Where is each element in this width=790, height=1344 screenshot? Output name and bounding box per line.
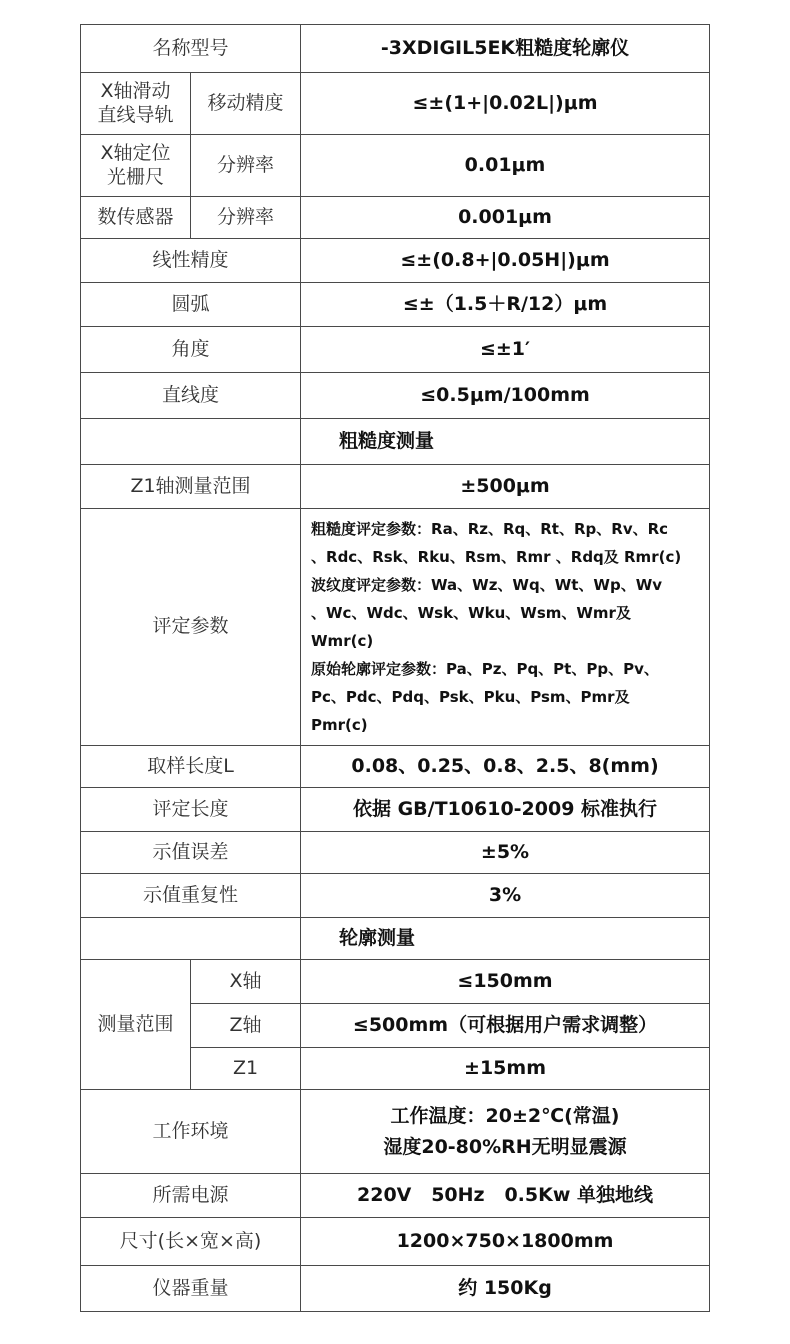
model-label: 名称型号 — [81, 25, 301, 73]
table-row — [81, 465, 710, 509]
straightness-label: 直线度 — [81, 373, 301, 419]
table-row — [81, 197, 710, 239]
straightness-value: ≤0.5μm/100mm — [301, 373, 710, 419]
range-label: 测量范围 — [81, 960, 191, 1090]
size-value: 1200×750×1800mm — [301, 1218, 710, 1266]
roughness-section-title: 粗糙度测量 — [301, 419, 710, 465]
range-z1-label: Z1 — [191, 1048, 301, 1090]
params-line: Pc、Pdc、Pdq、Psk、Pku、Psm、Pmr及 — [311, 688, 630, 706]
x-slide-value: ≤±(1+|0.02L|)μm — [301, 73, 710, 135]
range-z-label: Z轴 — [191, 1004, 301, 1048]
sensor-value: 0.001μm — [301, 197, 710, 239]
arc-label: 圆弧 — [81, 283, 301, 327]
repeat-value: 3% — [301, 874, 710, 918]
weight-value: 约 150Kg — [301, 1266, 710, 1312]
table-row — [81, 283, 710, 327]
env-line: 湿度20-80%RH无明显震源 — [383, 1135, 627, 1158]
table-row — [81, 1174, 710, 1218]
eval-length-value: 依据 GB/T10610-2009 标准执行 — [301, 788, 710, 832]
table-row — [81, 509, 710, 746]
x-grating-label: X轴定位 光栅尺 — [81, 135, 191, 197]
x-grating-value: 0.01μm — [301, 135, 710, 197]
table-row — [81, 373, 710, 419]
arc-value: ≤±（1.5＋R/12）μm — [301, 283, 710, 327]
params-line: 、Rdc、Rsk、Rku、Rsm、Rmr 、Rdq及 Rmr(c) — [311, 548, 682, 566]
table-row — [81, 135, 710, 197]
range-z1-value: ±15mm — [301, 1048, 710, 1090]
sensor-sub: 分辨率 — [191, 197, 301, 239]
env-value — [301, 1090, 710, 1174]
table-row — [81, 918, 710, 960]
params-value — [301, 509, 710, 746]
table-row — [81, 1090, 710, 1174]
power-value: 220V 50Hz 0.5Kw 单独地线 — [301, 1174, 710, 1218]
params-line: 波纹度评定参数：Wa、Wz、Wq、Wt、Wp、Wv — [311, 576, 663, 594]
angle-value: ≤±1′ — [301, 327, 710, 373]
table-row — [81, 25, 710, 73]
x-grating-sub: 分辨率 — [191, 135, 301, 197]
spec-table — [80, 24, 710, 1312]
model-value: -3XDIGIL5EK粗糙度轮廓仪 — [301, 25, 710, 73]
linear-label: 线性精度 — [81, 239, 301, 283]
params-line: 原始轮廓评定参数：Pa、Pz、Pq、Pt、Pp、Pv、 — [311, 660, 659, 678]
table-row — [81, 832, 710, 874]
power-label: 所需电源 — [81, 1174, 301, 1218]
error-label: 示值误差 — [81, 832, 301, 874]
z1-range-label: Z1轴测量范围 — [81, 465, 301, 509]
table-row — [81, 327, 710, 373]
params-label: 评定参数 — [81, 509, 301, 746]
params-line: Wmr(c) — [311, 632, 374, 650]
params-line: 、Wc、Wdc、Wsk、Wku、Wsm、Wmr及 — [311, 604, 631, 622]
range-x-label: X轴 — [191, 960, 301, 1004]
table-row — [81, 1266, 710, 1312]
env-line: 工作温度：20±2℃(常温) — [390, 1105, 620, 1128]
weight-label: 仪器重量 — [81, 1266, 301, 1312]
params-line: Pmr(c) — [311, 716, 368, 734]
table-row — [81, 874, 710, 918]
sensor-label: 数传感器 — [81, 197, 191, 239]
contour-section-title: 轮廓测量 — [301, 918, 710, 960]
range-z-value: ≤500mm（可根据用户需求调整） — [301, 1004, 710, 1048]
error-value: ±5% — [301, 832, 710, 874]
x-slide-label: X轴滑动 直线导轨 — [81, 73, 191, 135]
table-row — [81, 73, 710, 135]
table-row — [81, 960, 710, 1004]
table-row — [81, 1218, 710, 1266]
linear-value: ≤±(0.8+|0.05H|)μm — [301, 239, 710, 283]
contour-section-spacer — [81, 918, 301, 960]
eval-length-label: 评定长度 — [81, 788, 301, 832]
env-label: 工作环境 — [81, 1090, 301, 1174]
angle-label: 角度 — [81, 327, 301, 373]
size-label: 尺寸(长×宽×高) — [81, 1218, 301, 1266]
params-line: 粗糙度评定参数：Ra、Rz、Rq、Rt、Rp、Rv、Rc — [311, 520, 669, 538]
range-x-value: ≤150mm — [301, 960, 710, 1004]
z1-range-value: ±500μm — [301, 465, 710, 509]
table-row — [81, 788, 710, 832]
table-row — [81, 746, 710, 788]
table-row — [81, 419, 710, 465]
x-slide-sub: 移动精度 — [191, 73, 301, 135]
table-row — [81, 239, 710, 283]
rough-section-spacer — [81, 419, 301, 465]
sample-length-value: 0.08、0.25、0.8、2.5、8(mm) — [301, 746, 710, 788]
sample-length-label: 取样长度L — [81, 746, 301, 788]
repeat-label: 示值重复性 — [81, 874, 301, 918]
